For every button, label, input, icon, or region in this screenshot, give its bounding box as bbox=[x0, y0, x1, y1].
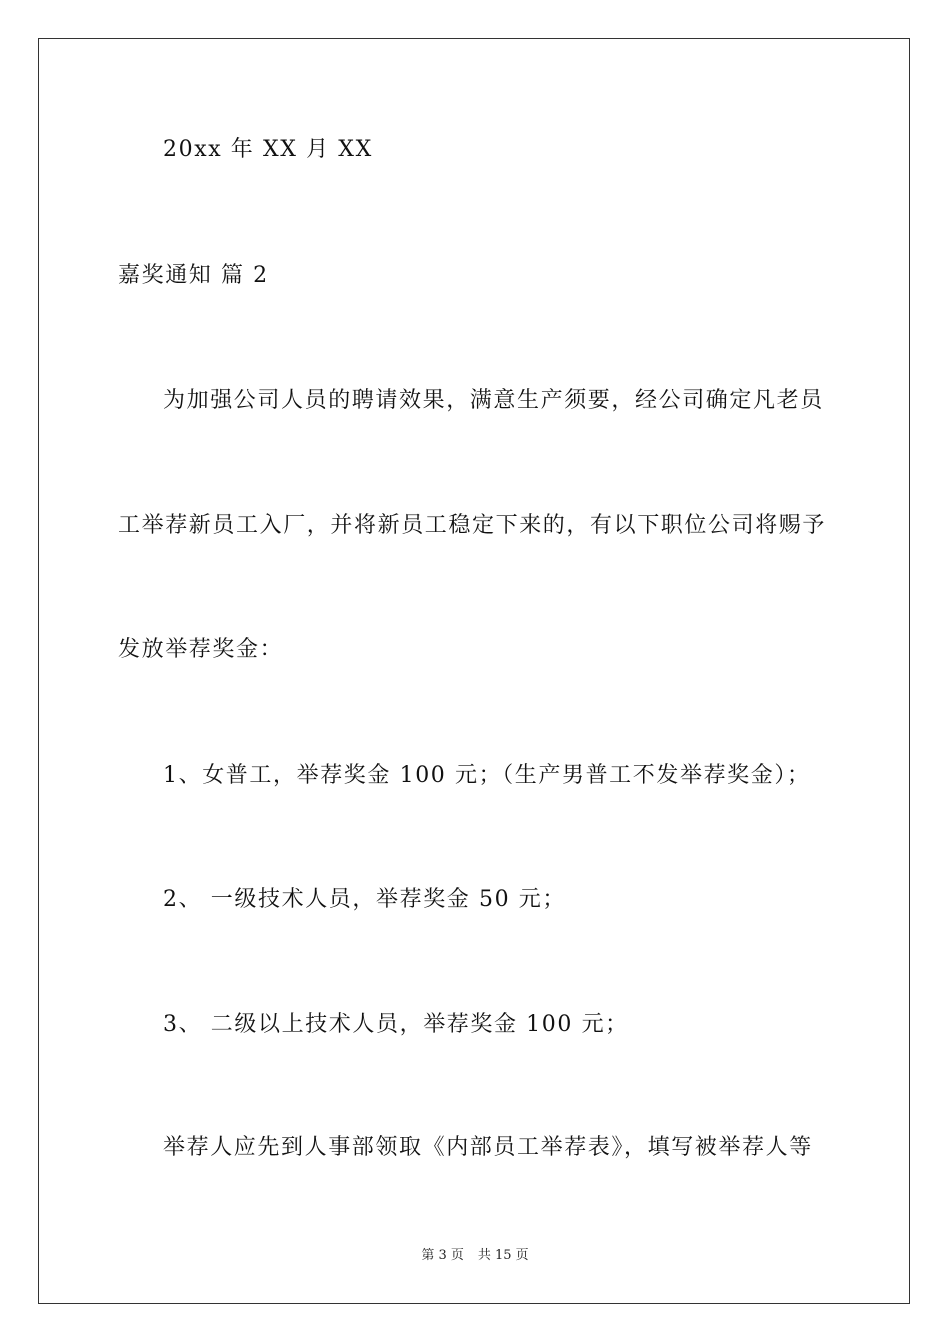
list-item-1: 1、女普工，举荐奖金 100 元；（生产男普工不发举荐奖金）； bbox=[163, 763, 811, 788]
page-footer bbox=[0, 1248, 950, 1264]
body-paragraph-line: 工举荐新员工入厂，并将新员工稳定下来的，有以下职位公司将赐予 bbox=[118, 513, 827, 538]
section-heading: 嘉奖通知 篇 2 bbox=[118, 263, 269, 288]
body-paragraph-line: 举荐人应先到人事部领取《内部员工举荐表》，填写被举荐人等 bbox=[163, 1135, 813, 1160]
list-item-3: 3、 二级以上技术人员，举荐奖金 100 元； bbox=[163, 1012, 629, 1037]
body-paragraph-line: 为加强公司人员的聘请效果，满意生产须要，经公司确定凡老员 bbox=[163, 388, 824, 413]
body-paragraph-line: 发放举荐奖金： bbox=[118, 637, 284, 662]
list-item-2: 2、 一级技术人员，举荐奖金 50 元； bbox=[163, 887, 566, 912]
page-border bbox=[38, 38, 910, 1304]
page-total: 共 15 页 bbox=[477, 1248, 529, 1263]
date-line: 20xx 年 XX 月 XX bbox=[163, 137, 373, 162]
page-number: 第 3 页 bbox=[421, 1248, 464, 1263]
